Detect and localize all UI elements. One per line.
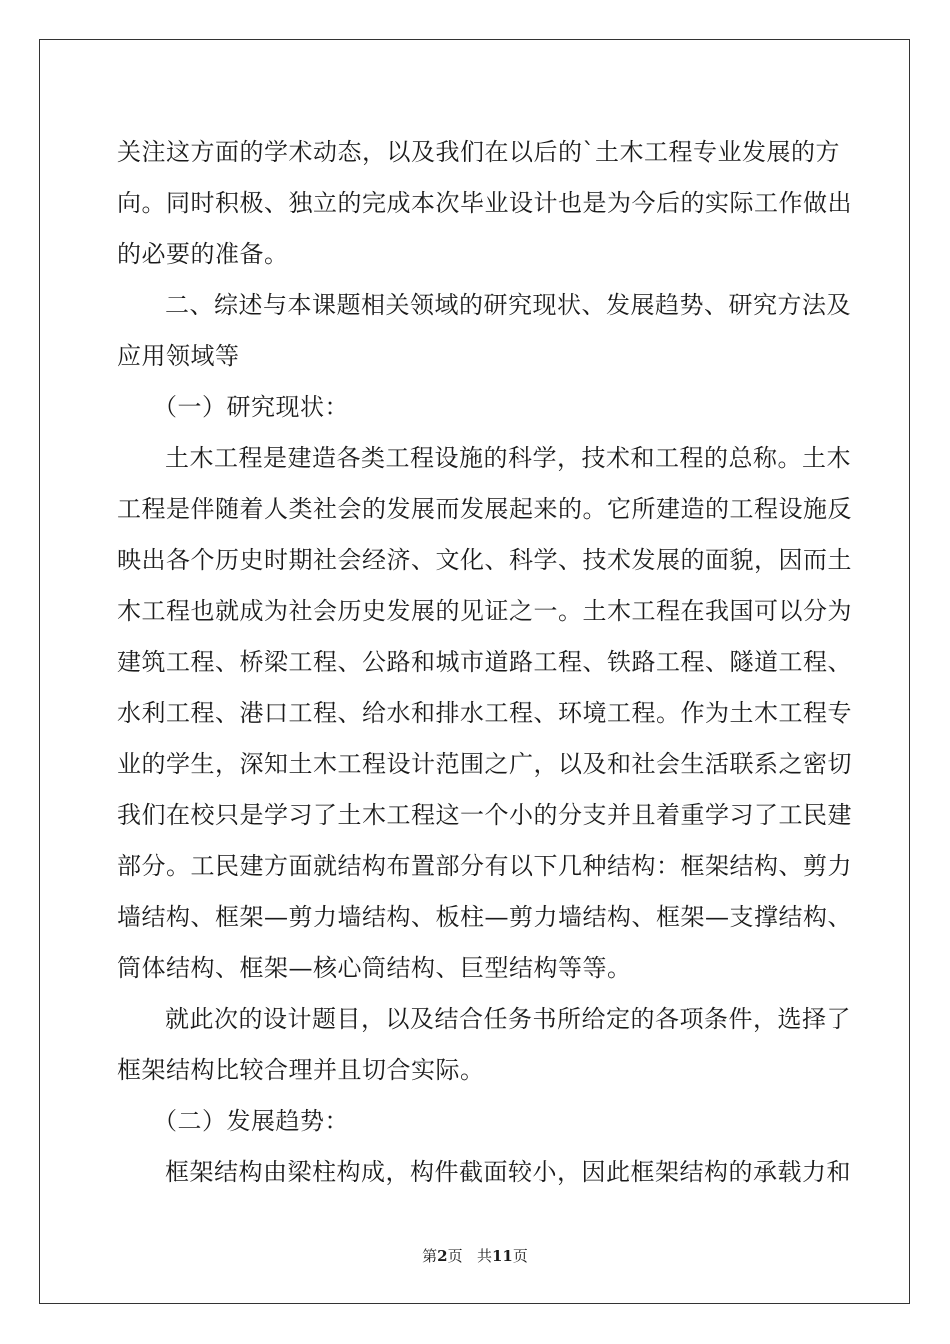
text-line: 土木工程是建造各类工程设施的科学，技术和工程的总称。土木 [165,444,851,472]
text-line: 部分。工民建方面就结构布置部分有以下几种结构：框架结构、剪力 [117,852,852,880]
text-line: 就此次的设计题目，以及结合任务书所给定的各项条件，选择了 [165,1005,851,1033]
footer-page-suffix: 页 [447,1247,463,1265]
text-line: 框架结构由梁柱构成，构件截面较小，因此框架结构的承载力和 [165,1158,851,1186]
footer-page-prefix: 第 [422,1247,438,1265]
document-body [117,127,852,1198]
text-line: 墙结构、框架—剪力墙结构、板柱—剪力墙结构、框架—支撑结构、 [117,903,852,931]
footer-page-number: 2 [437,1247,448,1265]
text-line: 水利工程、港口工程、给水和排水工程、环境工程。作为土木工程专 [117,699,852,727]
text-line: 框架结构比较合理并且切合实际。 [117,1056,485,1084]
text-line: 向。同时积极、独立的完成本次毕业设计也是为今后的实际工作做出 [117,189,852,217]
text-line: （二）发展趋势： [153,1107,349,1135]
text-line: 工程是伴随着人类社会的发展而发展起来的。它所建造的工程设施反 [117,495,852,523]
text-line: 二、综述与本课题相关领域的研究现状、发展趋势、研究方法及 [165,291,851,319]
text-line: 业的学生，深知土木工程设计范围之广，以及和社会生活联系之密切 [117,750,852,778]
text-line: 映出各个历史时期社会经济、文化、科学、技术发展的面貌，因而土 [117,546,852,574]
text-line: 应用领域等 [117,342,240,370]
text-line: 的必要的准备。 [117,240,289,268]
text-line: 木工程也就成为社会历史发展的见证之一。土木工程在我国可以分为 [117,597,852,625]
footer-total-pages: 11 [491,1247,513,1265]
text-line: （一）研究现状： [153,393,349,421]
text-line: 关注这方面的学术动态，以及我们在以后的`土木工程专业发展的方 [117,138,840,166]
text-line: 我们在校只是学习了土木工程这一个小的分支并且着重学习了工民建 [117,801,852,829]
footer-total-suffix: 页 [512,1247,528,1265]
text-line: 建筑工程、桥梁工程、公路和城市道路工程、铁路工程、隧道工程、 [117,648,852,676]
footer-total-prefix: 共 [476,1247,492,1265]
text-line: 筒体结构、框架—核心筒结构、巨型结构等等。 [117,954,632,982]
page-footer [0,1245,950,1266]
